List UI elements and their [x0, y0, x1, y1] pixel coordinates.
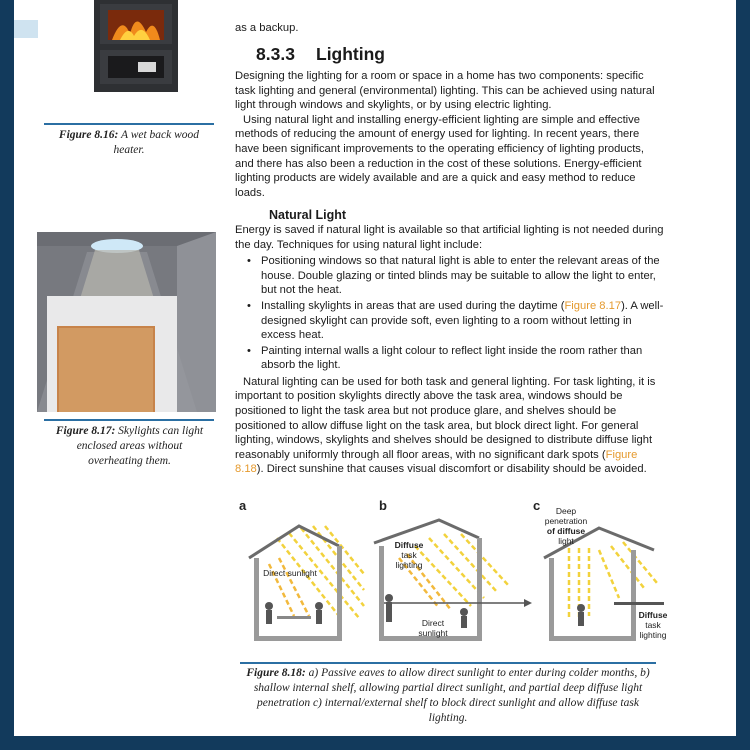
label-deep-penetration-c: Deep penetration of diffuse light: [544, 506, 588, 546]
label-diffuse-task-c: Diffuse task lighting: [638, 610, 668, 640]
paragraph-2: Using natural light and installing energy-efficient lighting are simple and effective methods of reducing the amount of energy used for lighting. In recent years, there have been significant improvements to the operating efficiency of lighting products, and there has also been a reduction in the cost of these solutions. Energy-efficient lighting products are widely available and are a quick and easy method to reduce loads.: [235, 113, 644, 199]
list-item: • Positioning windows so that natural light is able to enter the relevant areas of the house. Double glazing or tinted blinds may be suitable to allow the light to enter, but not the heat.: [261, 254, 665, 298]
subheading-natural-light: Natural Light: [269, 208, 347, 223]
list-item: • Installing skylights in areas that are used during the daytime (Figure 8.17). A well-designed skylight can provide soft, even lighting to a room without letting in excess heat.: [261, 299, 665, 343]
fig816-caption: [54, 128, 204, 158]
fig816-rule: [44, 123, 214, 125]
fig817-rule: [44, 419, 214, 421]
skylight-image: [37, 232, 216, 412]
top-text: as a backup.: [235, 22, 299, 34]
section-title: Lighting: [316, 44, 386, 64]
techniques-list: [235, 254, 665, 373]
textbook-page: [14, 0, 736, 736]
fig817-caption: [52, 424, 207, 469]
label-direct-sunlight-a: Direct sunlight: [263, 568, 317, 578]
label-diffuse-task-b: Diffuse task lighting: [394, 540, 424, 570]
panel-c-label: c: [533, 498, 541, 513]
fig818-text: a) Passive eaves to allow direct sunlight to enter during colder months, b) shallow internal shelf, allowing partial direct sunlight, and partial deep diffuse light penetration c) internal/external shelf to block direct sunlight and allow diffuse task lighting.: [253, 667, 650, 724]
paragraph-3: Natural lighting can be used for both task and general lighting. For task lighting, it is important to position skylights directly above the task area, windows should be positioned to light the task area but not produce glare, and shelves should be positioned to allow diffuse light on the task area, but block direct light. For general lighting, windows, skylights and shelves should be designed to distribute diffuse light reasonably uniformly through all floor areas, with no significant dark spots (Figure 8.18). Direct sunshine that causes visual discomfort or disability should be avoided.: [235, 375, 656, 476]
main-text: [235, 69, 665, 477]
section-heading: [256, 44, 385, 65]
wood-heater-image: [94, 0, 178, 92]
fig818-rule: [240, 662, 656, 664]
figure-8-17-link[interactable]: Figure 8.17: [564, 299, 622, 312]
fig816-label: Figure 8.16:: [58, 129, 119, 141]
fig818-diagram: [239, 498, 669, 658]
panel-b-label: b: [379, 498, 387, 513]
label-direct-sunlight-b: Direct sunlight: [418, 618, 448, 638]
figure-8-18-link[interactable]: Figure 8.18: [235, 448, 638, 476]
fig818-caption: [244, 666, 652, 726]
fig818-drawing: [239, 498, 669, 658]
fig816-text: A wet back wood heater.: [113, 129, 200, 156]
panel-a-label: a: [239, 498, 247, 513]
paragraph-1: Designing the lighting for a room or space in a home has two components: specific task lighting and general (environmental) lighting. This can be achieved using natural light through windows and skylights, or by using electric lighting.: [235, 70, 655, 112]
section-number: 8.3.3: [256, 44, 295, 64]
fig818-label: Figure 8.18:: [246, 667, 306, 679]
natural-intro: Energy is saved if natural light is available so that artificial lighting is not needed during the day. Techniques for using natural light include:: [235, 223, 664, 251]
corner-tab: [14, 20, 38, 38]
list-item: • Painting internal walls a light colour to reflect light inside the room rather than absorb the light.: [261, 344, 665, 373]
fig817-label: Figure 8.17:: [55, 425, 116, 437]
fig817-text: Skylights can light enclosed areas without overheating them.: [76, 425, 204, 467]
